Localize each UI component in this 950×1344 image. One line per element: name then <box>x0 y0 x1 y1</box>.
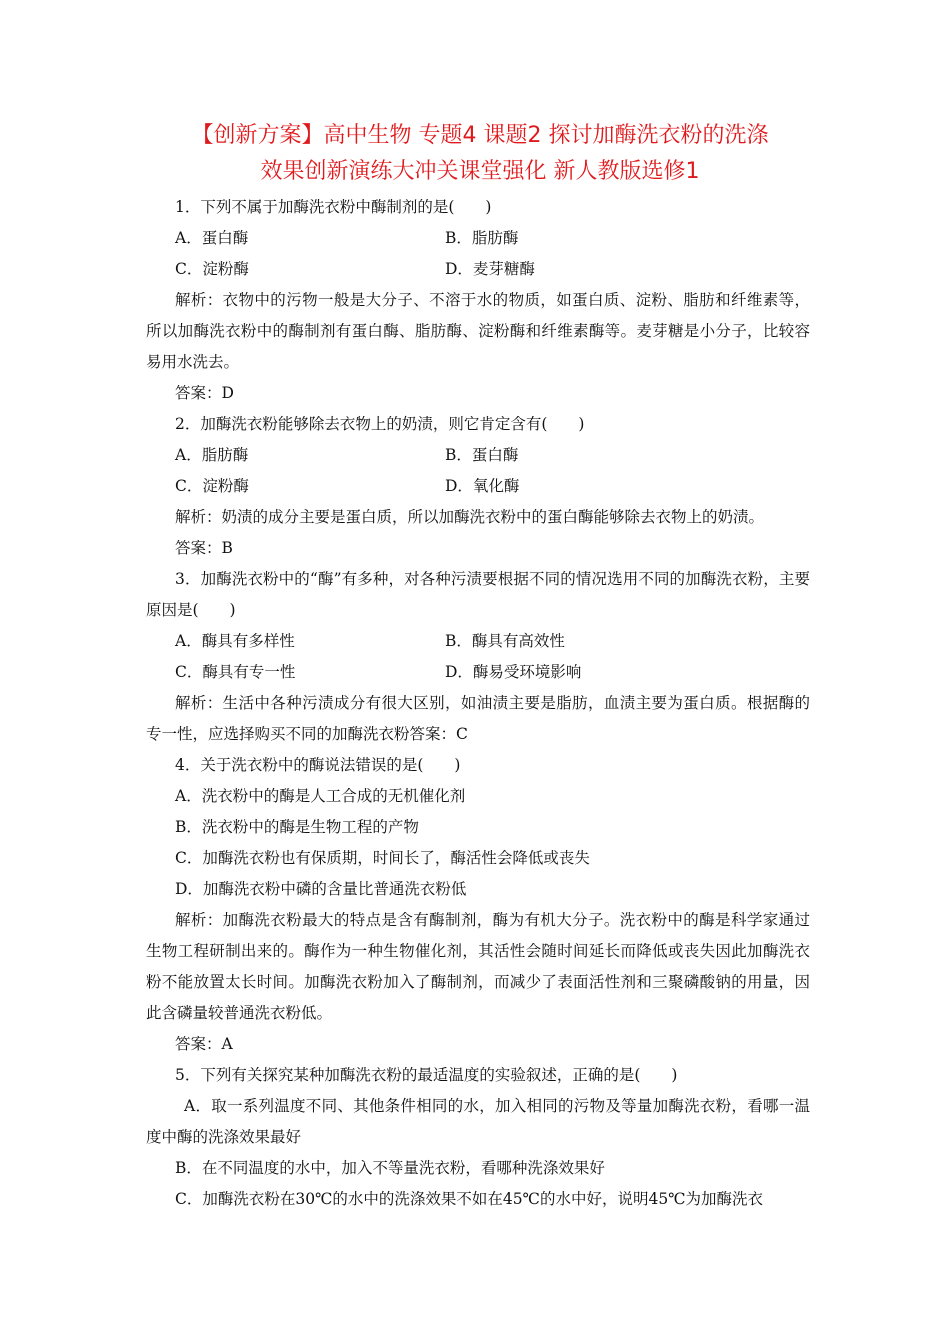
question-4-answer: 答案：A <box>175 1035 233 1053</box>
option-d: D．酶易受环境影响 <box>445 663 582 681</box>
question-1-answer: 答案：D <box>175 384 234 402</box>
option-c: C．淀粉酶 <box>175 260 249 278</box>
title-line-2: 效果创新演练大冲关课堂强化 新人教版选修1 <box>260 159 700 184</box>
question-1-options-row-2 <box>146 254 810 285</box>
question-1-options-row-1 <box>146 223 810 254</box>
question-2-options-row-1 <box>146 440 810 471</box>
question-5-stem: 5．下列有关探究某种加酶洗衣粉的最适温度的实验叙述，正确的是( ) <box>175 1066 678 1084</box>
question-2-options-row-2 <box>146 471 810 502</box>
document-title <box>140 118 820 190</box>
option-c: C．淀粉酶 <box>175 477 249 495</box>
question-4-option-b: B．洗衣粉中的酶是生物工程的产物 <box>175 818 419 836</box>
question-5-option-a: A．取一系列温度不同、其他条件相同的水，加入相同的污物及等量加酶洗衣粉，看哪一温度中酶的洗涤效果最好 <box>146 1097 810 1146</box>
option-a: A．脂肪酶 <box>175 446 249 464</box>
question-1-analysis: 解析：衣物中的污物一般是大分子、不溶于水的物质，如蛋白质、淀粉、脂肪和纤维素等，所以加酶洗衣粉中的酶制剂有蛋白酶、脂肪酶、淀粉酶和纤维素酶等。麦芽糖是小分子，比较容易用水洗去。 <box>146 291 810 371</box>
question-2-stem: 2．加酶洗衣粉能够除去衣物上的奶渍，则它肯定含有( ) <box>175 415 585 433</box>
question-1-stem: 1．下列不属于加酶洗衣粉中酶制剂的是( ) <box>175 198 492 216</box>
question-3-analysis: 解析：生活中各种污渍成分有很大区别，如油渍主要是脂肪，血渍主要为蛋白质。根据酶的专一性，应选择购买不同的加酶洗衣粉答案：C <box>146 694 810 743</box>
question-3-options-row-2 <box>146 657 810 688</box>
question-4-stem: 4．关于洗衣粉中的酶说法错误的是( ) <box>175 756 461 774</box>
question-4-option-c: C．加酶洗衣粉也有保质期，时间长了，酶活性会降低或丧失 <box>175 849 590 867</box>
option-d: D．麦芽糖酶 <box>445 260 535 278</box>
question-4-option-a: A．洗衣粉中的酶是人工合成的无机催化剂 <box>175 787 466 805</box>
option-a: A．酶具有多样性 <box>175 632 295 650</box>
question-2-answer: 答案：B <box>175 539 233 557</box>
question-3-stem: 3．加酶洗衣粉中的“酶”有多种，对各种污渍要根据不同的情况选用不同的加酶洗衣粉，主要原因是( ) <box>146 570 810 619</box>
option-a: A．蛋白酶 <box>175 229 249 247</box>
option-c: C．酶具有专一性 <box>175 663 296 681</box>
question-4-analysis: 解析：加酶洗衣粉最大的特点是含有酶制剂，酶为有机大分子。洗衣粉中的酶是科学家通过生物工程研制出来的。酶作为一种生物催化剂，其活性会随时间延长而降低或丧失因此加酶洗衣粉不能放置太长时间。加酶洗衣粉加入了酶制剂，而减少了表面活性剂和三聚磷酸钠的用量，因此含磷量较普通洗衣粉低。 <box>146 911 810 1022</box>
option-b: B．脂肪酶 <box>445 229 519 247</box>
option-b: B．酶具有高效性 <box>445 632 565 650</box>
question-3-options-row-1 <box>146 626 810 657</box>
title-line-1: 【创新方案】高中生物 专题4 课题2 探讨加酶洗衣粉的洗涤 <box>191 123 769 148</box>
question-5-option-c: C．加酶洗衣粉在30℃的水中的洗涤效果不如在45℃的水中好，说明45℃为加酶洗衣 <box>175 1190 764 1208</box>
option-b: B．蛋白酶 <box>445 446 519 464</box>
question-2-analysis: 解析：奶渍的成分主要是蛋白质，所以加酶洗衣粉中的蛋白酶能够除去衣物上的奶渍。 <box>175 508 765 526</box>
question-4-option-d: D．加酶洗衣粉中磷的含量比普通洗衣粉低 <box>175 880 467 898</box>
question-5-option-b: B．在不同温度的水中，加入不等量洗衣粉，看哪种洗涤效果好 <box>175 1159 605 1177</box>
option-d: D．氧化酶 <box>445 477 520 495</box>
document-body <box>146 192 810 1215</box>
